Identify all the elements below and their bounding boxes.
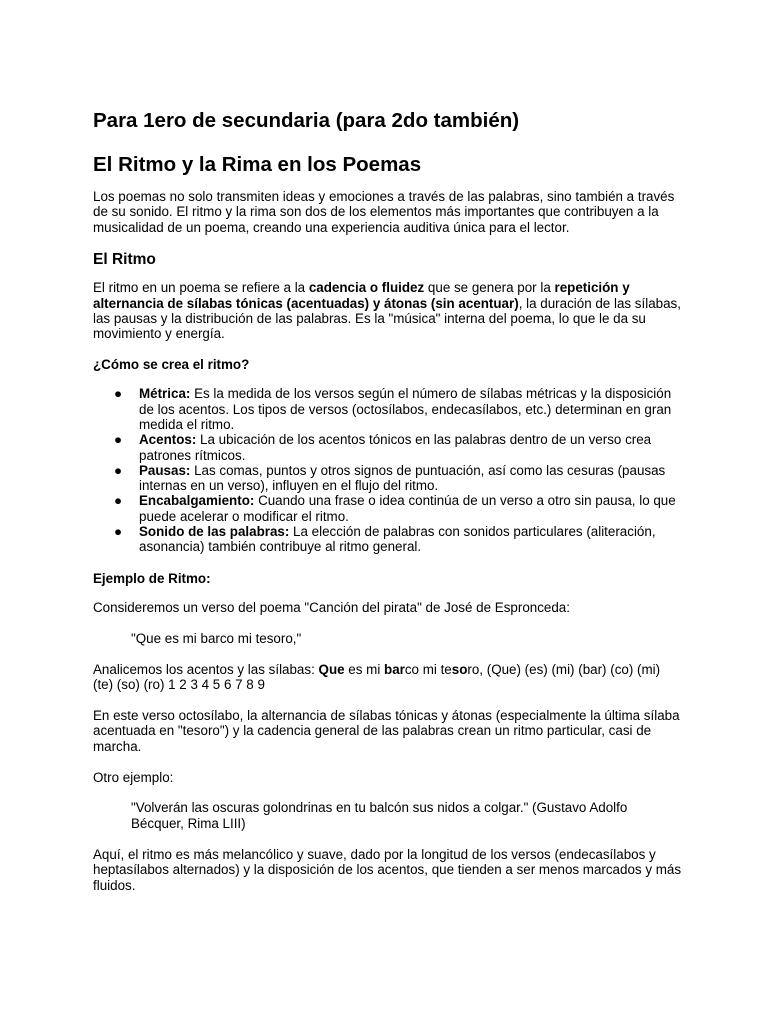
bullet-icon: ● (114, 493, 123, 509)
text-run: co mi te (404, 662, 452, 678)
otro-ejemplo-label: Otro ejemplo: (93, 769, 174, 785)
list-item-text: La ubicación de los acentos tónicos en las palabras dentro de un verso crea patrones rítmicos. (139, 432, 652, 463)
page-title: Para 1ero de secundaria (para 2do también) (93, 109, 520, 132)
ejemplo-heading: Ejemplo de Ritmo: (93, 570, 211, 586)
bullet-icon: ● (114, 432, 123, 448)
text-run: ro, (Que) (es) (mi) (bar) (co) (mi) (te) (so) (ro) 1 2 3 4 5 6 7 8 9 (93, 662, 661, 693)
list-item (114, 432, 683, 463)
ritmo-definition (93, 280, 683, 341)
verse-quote: "Que es mi barco mi tesoro," (131, 630, 302, 646)
stressed-syllable: Que (318, 662, 345, 678)
document-page (93, 108, 683, 908)
text-run: que se genera por la (424, 280, 555, 296)
list-item-term: Métrica: (139, 386, 191, 402)
analisis-paragraph (93, 662, 683, 693)
section-title: El Ritmo y la Rima en los Poemas (93, 153, 422, 176)
stressed-syllable: bar (384, 662, 405, 678)
bullet-icon: ● (114, 462, 123, 478)
bold-run: repetición y alternancia de sílabas tónicas (acentuadas) y átonas (sin acentuar) (93, 280, 630, 311)
list-item-term: Encabalgamiento: (139, 493, 255, 509)
list-item-text: Cuando una frase o idea continúa de un verso a otro sin pausa, lo que puede acelerar o modificar el ritmo. (139, 493, 676, 524)
text-run: El ritmo en un poema se refiere a la (93, 280, 309, 296)
ritmo-heading: El Ritmo (93, 251, 156, 269)
bullet-icon: ● (114, 386, 123, 402)
bullet-icon: ● (114, 524, 123, 540)
text-run: es mi (344, 662, 385, 678)
text-run: , la duración de las sílabas, las pausas y la distribución de las palabras. Es la "música" interna del poema, lo que le da su movimiento y energía. (93, 295, 681, 342)
list-item-text: Es la medida de los versos según el número de sílabas métricas y la disposición de los acentos. Los tipos de versos (octosílabos, endecasílabos, etc.) determinan en gran medida el ritmo. (139, 386, 672, 432)
bold-run: cadencia o fluidez (308, 280, 425, 296)
octosilabo-paragraph: En este verso octosílabo, la alternancia de sílabas tónicas y átonas (especialmente la última sílaba acentuada en "tesoro") y la cadencia general de las palabras crean un ritmo particular, casi de marcha. (93, 708, 680, 754)
list-item (114, 386, 683, 432)
list-item-text: La elección de palabras con sonidos particulares (aliteración, asonancia) también contribuye al ritmo general. (139, 524, 656, 555)
list-item (114, 493, 683, 524)
verse-quote: "Volverán las oscuras golondrinas en tu balcón sus nidos a colgar." (Gustavo Adolfo Bécquer, Rima LIII) (131, 800, 628, 831)
list-item-term: Pausas: (139, 462, 191, 478)
ritmo-list (93, 386, 683, 554)
list-item-term: Acentos: (139, 432, 197, 448)
stressed-syllable: so (451, 662, 468, 678)
list-item-term: Sonido de las palabras: (139, 524, 290, 540)
text-run: Analicemos los acentos y las sílabas: (93, 662, 319, 678)
como-heading: ¿Cómo se crea el ritmo? (93, 357, 250, 373)
list-item-text: Las comas, puntos y otros signos de puntuación, así como las cesuras (pausas internas en un verso), influyen en el flujo del ritmo. (139, 462, 666, 494)
consideremos-paragraph: Consideremos un verso del poema "Canción del pirata" de José de Espronceda: (93, 599, 570, 615)
list-item (114, 462, 683, 494)
conclusion-paragraph: Aquí, el ritmo es más melancólico y suave, dado por la longitud de los versos (endecasílabos y heptasílabos alternados) y la disposición de los acentos, que tienden a ser menos marcados y más fluidos. (93, 846, 682, 893)
list-item (114, 524, 683, 555)
intro-paragraph: Los poemas no solo transmiten ideas y emociones a través de las palabras, sino también a través de su sonido. El ritmo y la rima son dos de los elementos más importantes que contribuyen a la musicalidad de un poema, creando una experiencia auditiva única para el lector. (93, 189, 675, 235)
